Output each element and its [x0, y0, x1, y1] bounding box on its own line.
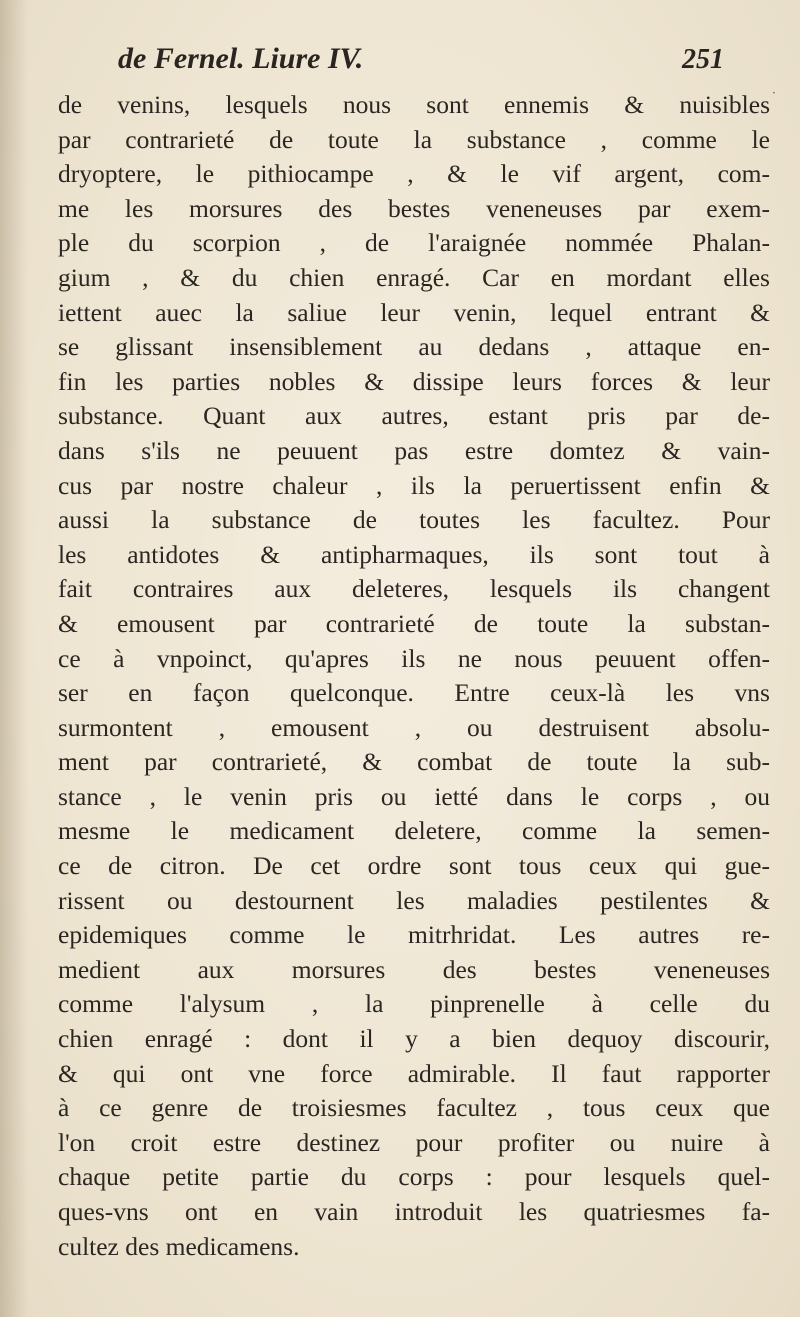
text-line: cus par nostre chaleur , ils la peruertissent enfin &: [58, 470, 770, 500]
text-line: à ce genre de troisiesmes facultez , tous ceux que: [58, 1093, 770, 1123]
text-line: stance , le venin pris ou ietté dans le corps , ou: [58, 781, 770, 811]
text-line: l'on croit estre destinez pour profiter ou nuire à: [58, 1127, 770, 1157]
text-line: & qui ont vne force admirable. Il faut rapporter: [58, 1058, 770, 1088]
stray-ink-mark: ·: [772, 86, 776, 100]
text-line: ser en façon quelconque. Entre ceux-là les vns: [58, 678, 770, 708]
text-line: substance. Quant aux autres, estant pris par de-: [58, 401, 770, 431]
text-line: ce de citron. De cet ordre sont tous ceux qui gue-: [58, 851, 770, 881]
text-line: ple du scorpion , de l'araignée nommée Phalan-: [58, 228, 770, 258]
text-line: comme l'alysum , la pinprenelle à celle du: [58, 989, 770, 1019]
text-line: dryoptere, le pithiocampe , & le vif argent, com-: [58, 159, 770, 189]
text-line: gium , & du chien enragé. Car en mordant elles: [58, 262, 770, 292]
text-line: de venins, lesquels nous sont ennemis & nuisibles: [58, 90, 770, 119]
text-line: medient aux morsures des bestes veneneuses: [58, 954, 770, 984]
text-line: fait contraires aux deleteres, lesquels ils changent: [58, 574, 770, 604]
text-line: mesme le medicament deletere, comme la semen-: [58, 816, 770, 846]
text-line: les antidotes & antipharmaques, ils sont tout à: [58, 539, 770, 569]
text-line: dans s'ils ne peuuent pas estre domtez & vain-: [58, 435, 770, 465]
text-line: cultez des medicamens.: [58, 1231, 300, 1261]
text-line: par contrarieté de toute la substance , comme le: [58, 124, 770, 154]
gutter-shadow: [0, 0, 28, 1317]
body-text: [58, 88, 770, 1264]
page-number: 251: [682, 44, 724, 75]
text-line: rissent ou destournent les maladies pestilentes &: [58, 885, 770, 915]
text-line: & emousent par contrarieté de toute la substan-: [58, 608, 770, 638]
text-line: fin les parties nobles & dissipe leurs forces & leur: [58, 366, 770, 396]
running-head: de Fernel. Liure IV.: [118, 42, 364, 75]
text-line: iettent auec la saliue leur venin, lequel entrant &: [58, 297, 770, 327]
text-line: chaque petite partie du corps : pour lesquels quel-: [58, 1162, 770, 1192]
text-line: ment par contrarieté, & combat de toute la sub-: [58, 747, 770, 777]
text-line: se glissant insensiblement au dedans , attaque en-: [58, 332, 770, 362]
text-line: aussi la substance de toutes les facultez. Pour: [58, 505, 770, 535]
text-line: surmontent , emousent , ou destruisent absolu-: [58, 712, 770, 742]
text-line: epidemiques comme le mitrhridat. Les autres re-: [58, 920, 770, 950]
text-line: chien enragé : dont il y a bien dequoy discourir,: [58, 1024, 770, 1054]
text-line: ques-vns ont en vain introduit les quatriesmes fa-: [58, 1197, 770, 1226]
text-line: me les morsures des bestes veneneuses par exem-: [58, 193, 770, 223]
text-line: ce à vnpoinct, qu'apres ils ne nous peuuent offen-: [58, 643, 770, 673]
